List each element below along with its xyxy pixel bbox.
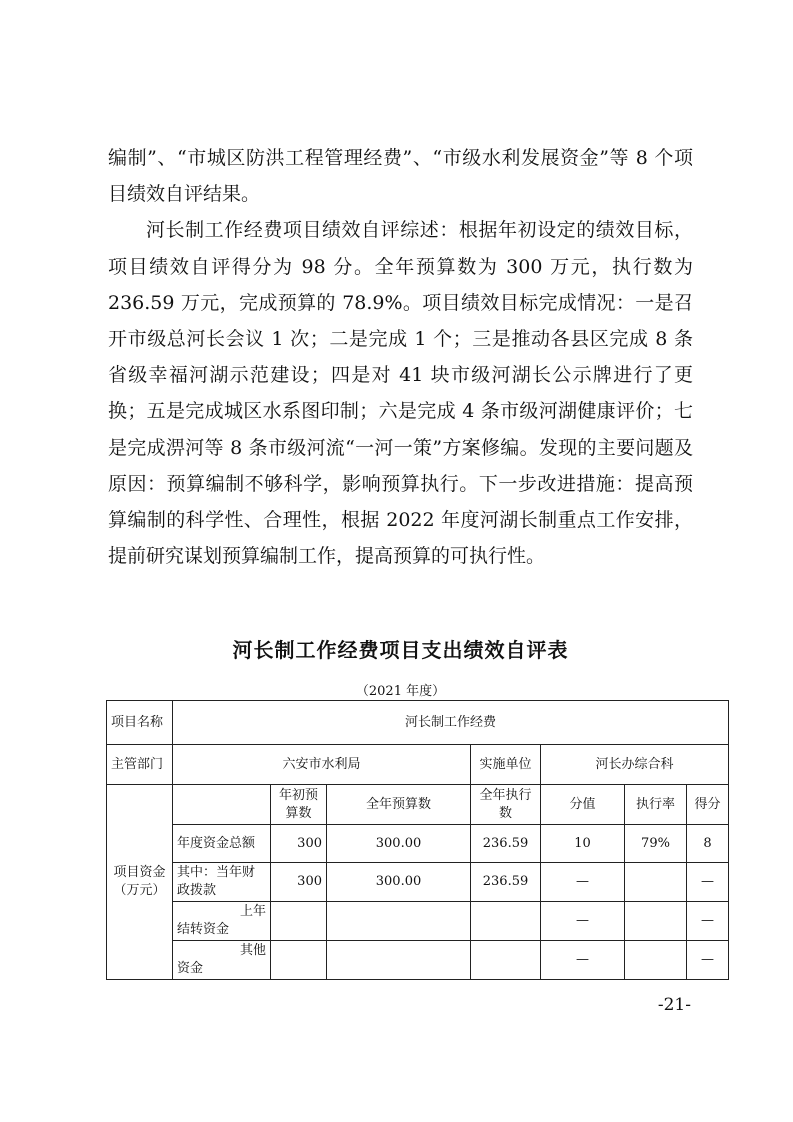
cell-full — [327, 941, 471, 980]
cell-score: — — [541, 863, 625, 902]
row-label-top: 上年 — [239, 904, 266, 919]
body-text — [108, 140, 693, 574]
cell-initial: 300 — [271, 863, 327, 902]
empty-cell — [173, 785, 271, 825]
header-full: 全年预算数 — [327, 785, 471, 825]
cell-got: — — [687, 941, 729, 980]
row-label — [173, 941, 271, 980]
funds-label: 项目资金（万元） — [107, 785, 173, 980]
header-got: 得分 — [687, 785, 729, 825]
row-label-bottom: 资金 — [177, 961, 204, 976]
cell-initial — [271, 941, 327, 980]
table-row — [107, 902, 729, 941]
impl-value: 河长办综合科 — [541, 745, 729, 785]
table-title: 河长制工作经费项目支出绩效自评表 — [232, 638, 569, 662]
header-score: 分值 — [541, 785, 625, 825]
cell-rate: 79% — [625, 825, 687, 863]
table-row — [107, 825, 729, 863]
cell-exec — [471, 941, 541, 980]
cell-rate — [625, 863, 687, 902]
cell-score: 10 — [541, 825, 625, 863]
cell-full: 300.00 — [327, 825, 471, 863]
row-label-bottom: 结转资金 — [177, 922, 230, 937]
table-year: （2021 年度） — [355, 684, 446, 699]
table-row — [107, 701, 729, 745]
cell-initial — [271, 902, 327, 941]
cell-initial: 300 — [271, 825, 327, 863]
cell-exec: 236.59 — [471, 825, 541, 863]
table-row — [107, 941, 729, 980]
row-label: 年度资金总额 — [173, 825, 271, 863]
header-initial: 年初预算数 — [271, 785, 327, 825]
project-name-value: 河长制工作经费 — [173, 701, 729, 745]
table-row — [107, 785, 729, 825]
cell-score: — — [541, 941, 625, 980]
cell-rate — [625, 902, 687, 941]
row-label — [173, 902, 271, 941]
dept-label: 主管部门 — [107, 745, 173, 785]
cell-got: 8 — [687, 825, 729, 863]
cell-exec — [471, 902, 541, 941]
paragraph-2: 河长制工作经费项目绩效自评综述：根据年初设定的绩效目标，项目绩效自评得分为 98 分。全年预算数为 300 万元，执行数为 236.59 万元，完成预算的 78.9%。项目绩效目标完成情况：一是召开市级总河长会议 1 次；二是完成 1 个；三是推动各县区完成 8 条省级幸福河湖示范建设；四是对 41 块市级河湖长公示牌进行了更换；五是完成城区水系图印制；六是完成 4 条市级河湖健康评价；七是完成淠河等 8 条市级河流“一河一策”方案修编。发现的主要问题及原因：预算编制不够科学，影响预算执行。下一步改进措施：提高预算编制的科学性、合理性，根据 2022 年度河湖长制重点工作安排，提前研究谋划预算编制工作，提高预算的可执行性。 — [108, 219, 693, 568]
header-exec: 全年执行数 — [471, 785, 541, 825]
header-rate: 执行率 — [625, 785, 687, 825]
project-name-label: 项目名称 — [107, 701, 173, 745]
performance-table — [106, 700, 729, 980]
row-label: 其中：当年财政拨款 — [173, 863, 271, 902]
cell-full: 300.00 — [327, 863, 471, 902]
row-label-top: 其他 — [239, 943, 266, 958]
dept-value: 六安市水利局 — [173, 745, 471, 785]
cell-exec: 236.59 — [471, 863, 541, 902]
page-number: -21- — [657, 995, 691, 1015]
table-row — [107, 863, 729, 902]
cell-rate — [625, 941, 687, 980]
table-row — [107, 745, 729, 785]
cell-full — [327, 902, 471, 941]
cell-got: — — [687, 863, 729, 902]
cell-got: — — [687, 902, 729, 941]
paragraph-1: 编制”、“市城区防洪工程管理经费”、“市级水利发展资金”等 8 个项目绩效自评结果。 — [108, 147, 693, 206]
cell-score: — — [541, 902, 625, 941]
impl-label: 实施单位 — [471, 745, 541, 785]
